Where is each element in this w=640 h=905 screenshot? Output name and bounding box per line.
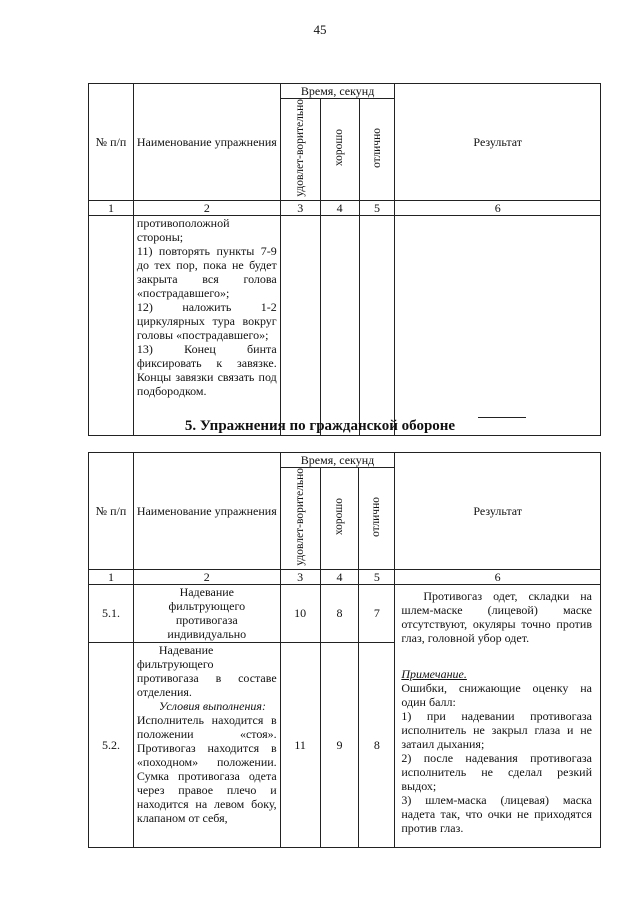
header-result: Результат (395, 84, 601, 201)
errors-intro: Ошибки, снижающие оценку на один балл: (401, 680, 592, 709)
error-item: 3) шлем-маска (лицевая) маска надета так, что очки не приходятся против глаз. (401, 792, 592, 835)
header-satisfactory: удовлет-ворительно (293, 468, 306, 566)
header-excellent: отлично (370, 127, 383, 168)
continued-exercise-text (133, 215, 280, 435)
header-num: № п/п (89, 453, 134, 570)
header-time: Время, секунд (280, 84, 395, 99)
time-satisfactory: 11 (280, 642, 320, 847)
col-number: 2 (133, 569, 280, 584)
header-exercise-name: Наименование упражнения (133, 84, 280, 201)
row-number: 5.1. (89, 584, 134, 642)
header-exercise-name: Наименование упражнения (133, 453, 280, 570)
col-number: 5 (359, 200, 395, 215)
table-row (89, 584, 601, 642)
col-number: 2 (133, 200, 280, 215)
col-number: 1 (89, 200, 134, 215)
header-num: № п/п (89, 84, 134, 201)
col-number: 6 (395, 200, 601, 215)
page-number: 45 (313, 22, 327, 37)
header-result: Результат (395, 453, 601, 570)
conditions-text: Исполнитель находится в положении «стоя». Противогаз находится в «походном» положении. Сумка противогаза одета через правое плечо и находится на левом боку, клапаном от себя, (136, 712, 277, 825)
header-good: хорошо (333, 129, 346, 167)
text-line: 13) Конец бинта фиксировать к завязке. Концы завязки связать под подбородком. (136, 341, 277, 398)
col-number: 1 (89, 569, 134, 584)
section-heading: 5. Упражнения по гражданской обороне (184, 418, 456, 434)
conditions-label: Условия выполнения: (158, 698, 266, 713)
time-excellent: 7 (359, 584, 395, 642)
text-line: 11) повторять пункты 7-9 до тех пор, пока не будет закрыта вся голова «пострадавшего»; (136, 243, 277, 300)
note-label: Примечание. (401, 666, 467, 681)
col-number: 5 (359, 569, 395, 584)
error-item: 1) при надевании противогаза исполнитель не закрыл глаза и не затаил дыхания; (401, 708, 592, 751)
header-excellent: отлично (370, 496, 383, 537)
time-excellent: 8 (359, 642, 395, 847)
col-number: 3 (280, 569, 320, 584)
header-satisfactory: удовлет-ворительно (293, 99, 306, 197)
text-line: 12) наложить 1-2 циркулярных тура вокруг головы «пострадавшего»; (136, 299, 277, 342)
result-cell (395, 584, 601, 847)
result-text: Противогаз одет, складки на шлем-маске (лицевой) маске отсутствуют, окуляры точно против глаз, головной убор одет. (401, 588, 592, 645)
civil-defense-table (88, 452, 601, 848)
col-number: 6 (395, 569, 601, 584)
col-number: 4 (320, 200, 359, 215)
header-good: хорошо (333, 498, 345, 536)
col-number: 4 (320, 569, 359, 584)
header-time: Время, секунд (280, 453, 395, 468)
col-number: 3 (280, 200, 320, 215)
time-good: 8 (320, 584, 359, 642)
exercise-intro: Надевание фильтрующего противогаза в составе отделения. (136, 642, 277, 699)
time-good: 9 (320, 642, 359, 847)
exercise-name (133, 642, 280, 847)
exercise-table-continued (88, 83, 601, 436)
row-number: 5.2. (89, 642, 134, 847)
time-satisfactory: 10 (280, 584, 320, 642)
text-line: противоположной стороны; (136, 215, 230, 244)
error-item: 2) после надевания противогаза исполнитель не сделал резкий выдох; (401, 750, 592, 793)
exercise-name: Надевание фильтрующего противогаза индивидуально (133, 584, 280, 642)
